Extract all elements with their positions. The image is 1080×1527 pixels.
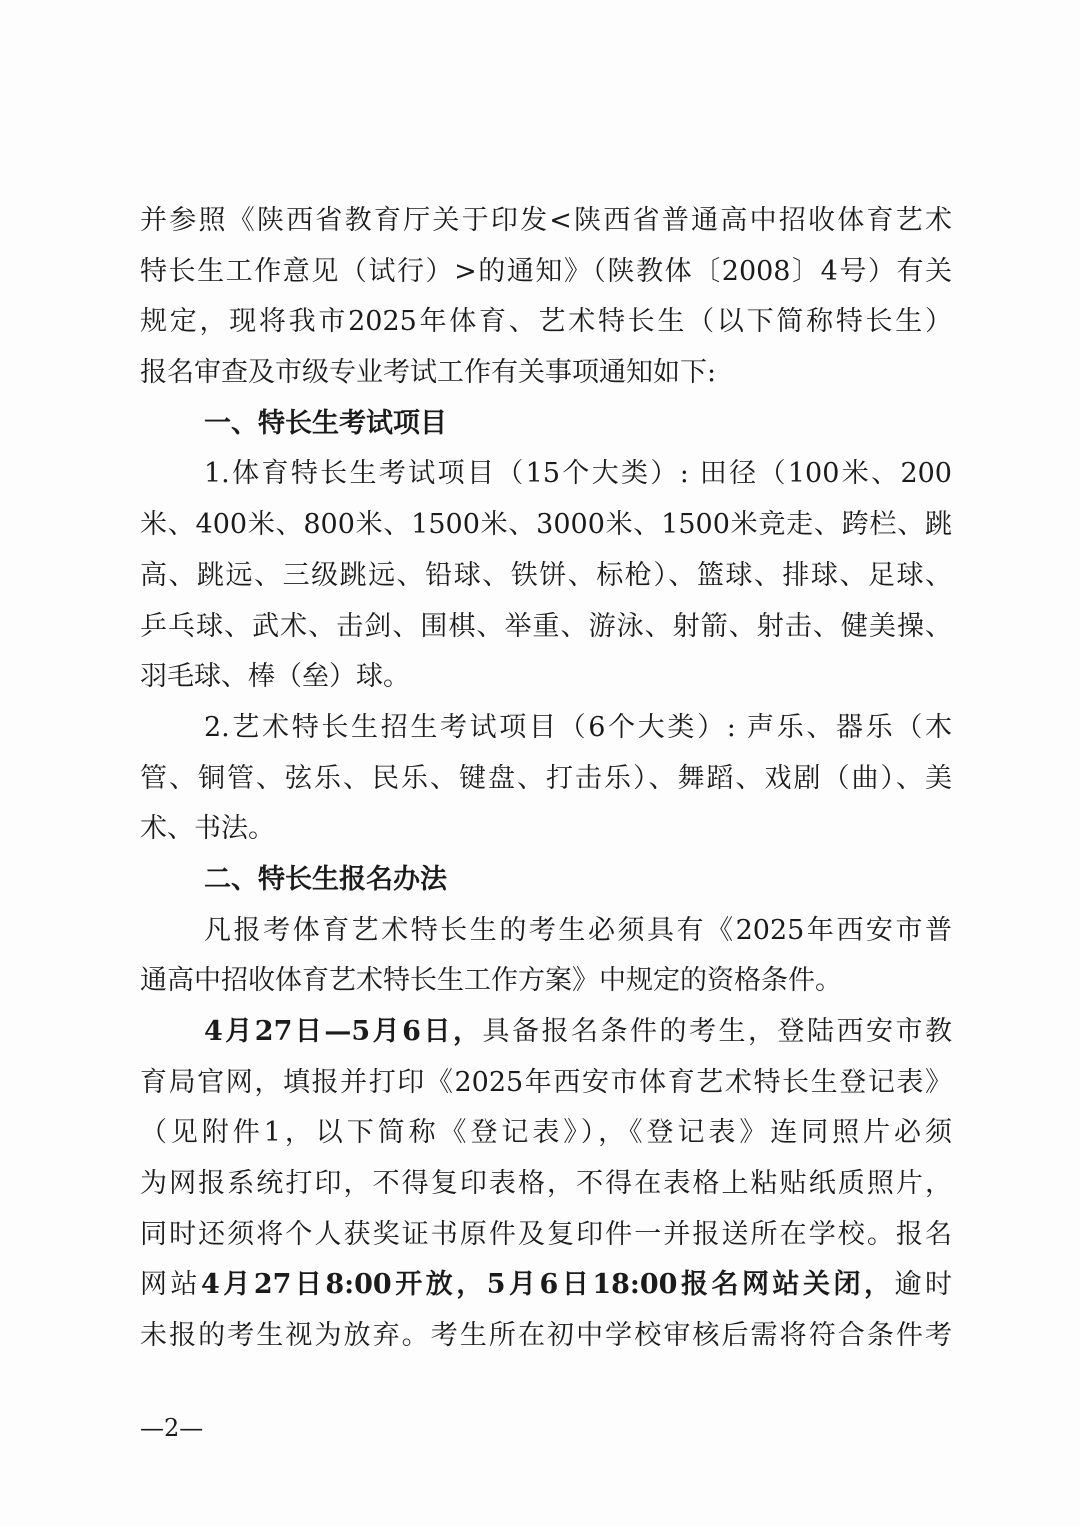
paragraph-line: 米、400米、800米、1500米、3000米、1500米竞走、跨栏、跳 xyxy=(140,509,952,541)
paragraph-line: 凡报考体育艺术特长生的考生必须具有《2025年西安市普 xyxy=(204,914,952,946)
paragraph-line: 并参照《陕西省教育厅关于印发<陕西省普通高中招收体育艺术 xyxy=(140,205,952,236)
section-heading-1: 一、特长生考试项目 xyxy=(204,407,447,439)
paragraph-line: 未报的考生视为放弃。考生所在初中学校审核后需将符合条件考 xyxy=(140,1320,952,1352)
paragraph-line: 规定，现将我市2025年体育、艺术特长生（以下简称特长生） xyxy=(140,306,952,338)
paragraph-line: （见附件1，以下简称《登记表》），《登记表》连同照片必须 xyxy=(140,1117,952,1149)
website-schedule-bold: 4月27日8:00开放，5月6日18:00报名网站关闭， xyxy=(201,1269,895,1301)
website-text: 网站 xyxy=(140,1269,202,1301)
section-heading-2: 二、特长生报名办法 xyxy=(204,863,447,895)
document-body xyxy=(140,196,952,1362)
registration-dates-bold: 4月27日—5月6日， xyxy=(204,1016,483,1047)
paragraph-line: 2.艺术特长生招生考试项目（6个大类）: 声乐、器乐（木 xyxy=(204,711,952,743)
page-number: —2— xyxy=(140,1414,204,1442)
paragraph-line: 育局官网，填报并打印《2025年西安市体育艺术特长生登记表》 xyxy=(140,1066,952,1098)
paragraph-line xyxy=(140,1007,952,1058)
registration-text: 具备报名条件的考生，登陆西安市教 xyxy=(482,1016,953,1047)
paragraph-line: 通高中招收体育艺术特长生工作方案》中规定的资格条件。 xyxy=(140,965,842,997)
overdue-text: 逾时 xyxy=(894,1269,953,1301)
paragraph-line: 报名审查及市级专业考试工作有关事项通知如下: xyxy=(140,357,717,389)
paragraph-line: 特长生工作意见（试行）>的通知》（陕教体〔2008〕4号）有关 xyxy=(140,255,952,287)
paragraph-line: 高、跳远、三级跳远、铅球、铁饼、标枪）、篮球、排球、足球、 xyxy=(140,559,952,591)
paragraph-line: 羽毛球、棒（垒）球。 xyxy=(140,661,410,693)
paragraph-line: 为网报系统打印，不得复印表格，不得在表格上粘贴纸质照片， xyxy=(140,1168,952,1200)
paragraph-line: 1.体育特长生考试项目（15个大类）: 田径（100米、200 xyxy=(204,458,952,490)
paragraph-line: 同时还须将个人获奖证书原件及复印件一并报送所在学校。报名 xyxy=(140,1218,952,1250)
paragraph-line: 术、书法。 xyxy=(140,813,275,845)
paragraph-line xyxy=(140,1260,952,1311)
paragraph-line: 乒乓球、武术、击剑、围棋、举重、游泳、射箭、射击、健美操、 xyxy=(140,610,952,642)
paragraph-line: 管、铜管、弦乐、民乐、键盘、打击乐）、舞蹈、戏剧（曲）、美 xyxy=(140,762,952,794)
